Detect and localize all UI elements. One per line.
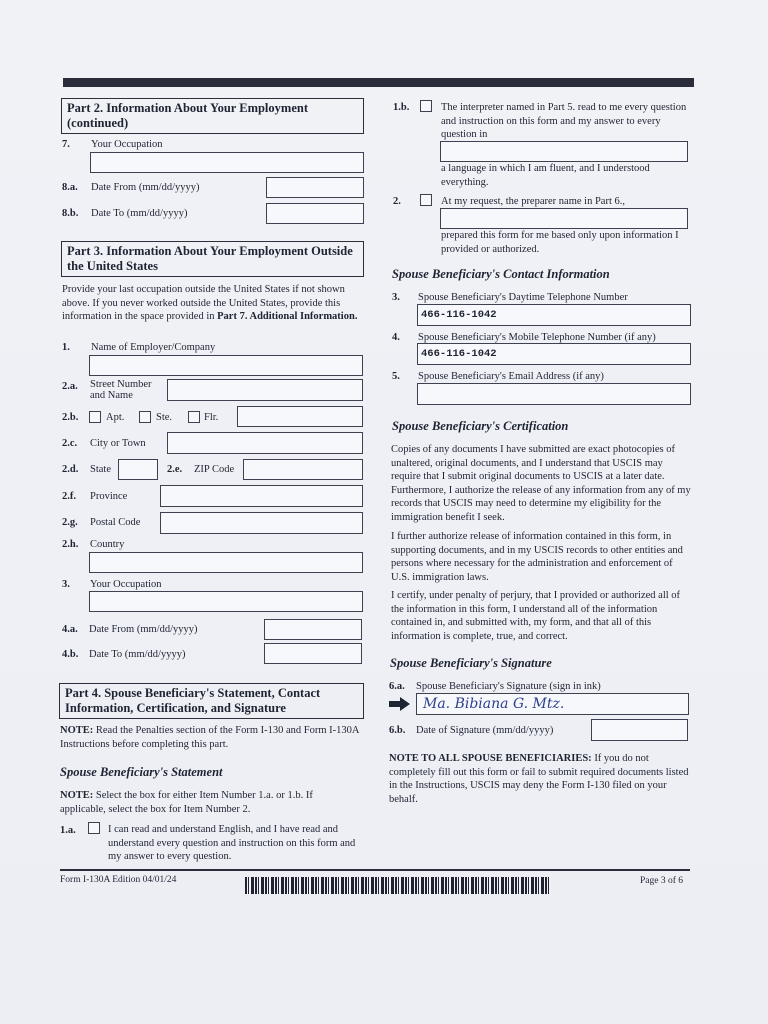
certification-paragraph-1: Copies of any documents I have submitted are exact photocopies of unaltered, original documents, and I understand that USCIS may require that I submit original documents to USCIS at a later date. Furthermore, I authorize the release of any information from any of my records that USCIS may need to determine my eligibility for the immigration benefit I seek. [391, 444, 691, 523]
form-edition: Form I-130A Edition 04/01/24 [60, 875, 177, 885]
interpreter-checkbox[interactable] [420, 100, 432, 112]
field-label: Date From (mm/dd/yyyy) [89, 624, 198, 635]
statement-heading: Spouse Beneficiary's Statement [60, 765, 223, 779]
item-number: 7. [62, 139, 70, 150]
ste-label: Ste. [156, 412, 173, 423]
employer-input[interactable] [89, 355, 363, 376]
signature-date-input[interactable] [591, 719, 688, 741]
field-label: Date To (mm/dd/yyyy) [89, 649, 186, 660]
field-label: Your Occupation [91, 139, 163, 150]
daytime-phone-value: 466-116-1042 [421, 309, 497, 321]
flr-label: Flr. [204, 412, 219, 423]
preparer-statement-cont: prepared this form for me based only upon information I provided or authorized. [441, 230, 679, 255]
field-label: Country [90, 539, 125, 550]
daytime-phone-input[interactable] [417, 304, 691, 326]
flr-checkbox[interactable] [188, 411, 200, 423]
item-number: 2.g. [62, 517, 78, 528]
zip-input[interactable] [243, 459, 363, 480]
note-label: NOTE TO ALL SPOUSE BENEFICIARIES: [389, 753, 592, 764]
item-number: 2. [393, 196, 401, 207]
note-all-beneficiaries [389, 752, 691, 806]
intro-bold: Part 7. Additional Information. [217, 311, 358, 322]
arrow-right-icon [389, 697, 411, 711]
field-label: ZIP Code [194, 464, 235, 475]
field-label: State [90, 464, 111, 475]
note-select [60, 789, 360, 816]
email-input[interactable] [417, 383, 691, 405]
unit-number-input[interactable] [237, 406, 363, 427]
item-number: 2.c. [62, 438, 78, 449]
item-number: 3. [62, 579, 70, 590]
date-from-input[interactable] [266, 177, 364, 198]
field-label: Postal Code [90, 517, 141, 528]
ste-checkbox[interactable] [139, 411, 151, 423]
field-label: City or Town [90, 438, 146, 449]
barcode [245, 877, 551, 894]
note-penalties [60, 724, 360, 751]
item-number: 5. [392, 371, 400, 382]
field-label: Your Occupation [90, 579, 162, 590]
preparer-name-input[interactable] [440, 208, 688, 229]
occupation-input[interactable] [90, 152, 364, 173]
item-number: 2.e. [167, 464, 183, 475]
item-number: 1.b. [393, 102, 410, 113]
mobile-phone-input[interactable] [417, 343, 691, 365]
note-text: Read the Penalties section of the Form I-130 and Form I-130A Instructions before completing this part. [60, 725, 359, 750]
field-label: Province [90, 491, 128, 502]
date-to-input[interactable] [266, 203, 364, 224]
english-statement: I can read and understand English, and I have read and understand every question and instruction on this form and my answer to every question. [108, 824, 356, 862]
item-number: 4.b. [62, 649, 79, 660]
item-number: 2.a. [62, 381, 78, 392]
province-input[interactable] [160, 485, 363, 507]
item-number: 8.a. [62, 182, 78, 193]
signature-value: Ma. Bibiana G. Mtz. [423, 696, 565, 712]
item-number: 8.b. [62, 208, 79, 219]
preparer-checkbox[interactable] [420, 194, 432, 206]
page-number: Page 3 of 6 [640, 876, 684, 886]
certification-heading: Spouse Beneficiary's Certification [392, 419, 569, 433]
intro-text: Provide your last occupation outside the United States if not shown above. If you never worked outside the United States, provide this information in the space provided in [62, 284, 345, 322]
foreign-date-to-input[interactable] [264, 643, 362, 664]
street-input[interactable] [167, 379, 363, 401]
item-number: 3. [392, 292, 400, 303]
state-input[interactable] [118, 459, 158, 480]
country-input[interactable] [89, 552, 363, 573]
city-input[interactable] [167, 432, 363, 454]
top-rule [63, 78, 694, 87]
item-number: 1.a. [60, 825, 76, 836]
note-label: NOTE: [60, 790, 94, 801]
note-text: Select the box for either Item Number 1.a. or 1.b. If applicable, select the box for Item Number 2. [60, 790, 313, 815]
part4-heading: Part 4. Spouse Beneficiary's Statement, Contact Information, Certification, and Signature [59, 683, 364, 719]
item-number: 2.b. [62, 412, 79, 423]
note-label: NOTE: [60, 725, 94, 736]
apt-checkbox[interactable] [89, 411, 101, 423]
english-checkbox[interactable] [88, 822, 100, 834]
field-label: Spouse Beneficiary's Email Address (if any) [418, 371, 604, 382]
field-label: Date From (mm/dd/yyyy) [91, 182, 200, 193]
part3-heading: Part 3. Information About Your Employment Outside the United States [61, 241, 364, 277]
field-label: Spouse Beneficiary's Signature (sign in ink) [416, 681, 601, 692]
item-number: 2.f. [62, 491, 76, 502]
field-label: Date To (mm/dd/yyyy) [91, 208, 188, 219]
foreign-occupation-input[interactable] [89, 591, 363, 612]
language-input[interactable] [440, 141, 688, 162]
field-label: Street Number and Name [90, 379, 152, 401]
mobile-phone-value: 466-116-1042 [421, 348, 497, 360]
item-number: 4.a. [62, 624, 78, 635]
postal-code-input[interactable] [160, 512, 363, 534]
preparer-statement: At my request, the preparer name in Part 6., [441, 196, 625, 207]
field-label: Name of Employer/Company [91, 342, 216, 353]
part3-intro [62, 283, 362, 324]
item-number: 6.a. [389, 681, 405, 692]
field-label: Date of Signature (mm/dd/yyyy) [416, 725, 554, 736]
interpreter-statement: The interpreter named in Part 5. read to me every question and instruction on this form and my answer to every question in [441, 102, 687, 140]
footer-rule [60, 869, 690, 871]
item-number: 2.h. [62, 539, 79, 550]
item-number: 4. [392, 332, 400, 343]
item-number: 2.d. [62, 464, 79, 475]
foreign-date-from-input[interactable] [264, 619, 362, 640]
signature-heading: Spouse Beneficiary's Signature [390, 656, 552, 670]
field-label: Spouse Beneficiary's Mobile Telephone Number (if any) [418, 332, 656, 343]
signature-input[interactable] [416, 693, 689, 715]
certification-paragraph-2: I further authorize release of information contained in this form, in supporting documents, and in my USCIS records to other entities and persons where necessary for the administration and enforcement of U.S. immigration laws. [391, 531, 683, 583]
item-number: 6.b. [389, 725, 406, 736]
apt-label: Apt. [106, 412, 125, 423]
part2-heading: Part 2. Information About Your Employment (continued) [61, 98, 364, 134]
contact-heading: Spouse Beneficiary's Contact Information [392, 267, 610, 281]
field-label: Spouse Beneficiary's Daytime Telephone Number [418, 292, 628, 303]
item-number: 1. [62, 342, 70, 353]
certification-paragraph-3: I certify, under penalty of perjury, that I provided or authorized all of the information in this form, I understand all of the information contained in, and submitted with, my form, and that all of this information is complete, true, and correct. [391, 590, 681, 642]
note-text: If you do not completely fill out this form or fail to submit required documents listed in the Instructions, USCIS may deny the Form I-130 filed on your behalf. [389, 753, 689, 805]
interpreter-statement-cont: a language in which I am fluent, and I understood everything. [441, 163, 650, 188]
